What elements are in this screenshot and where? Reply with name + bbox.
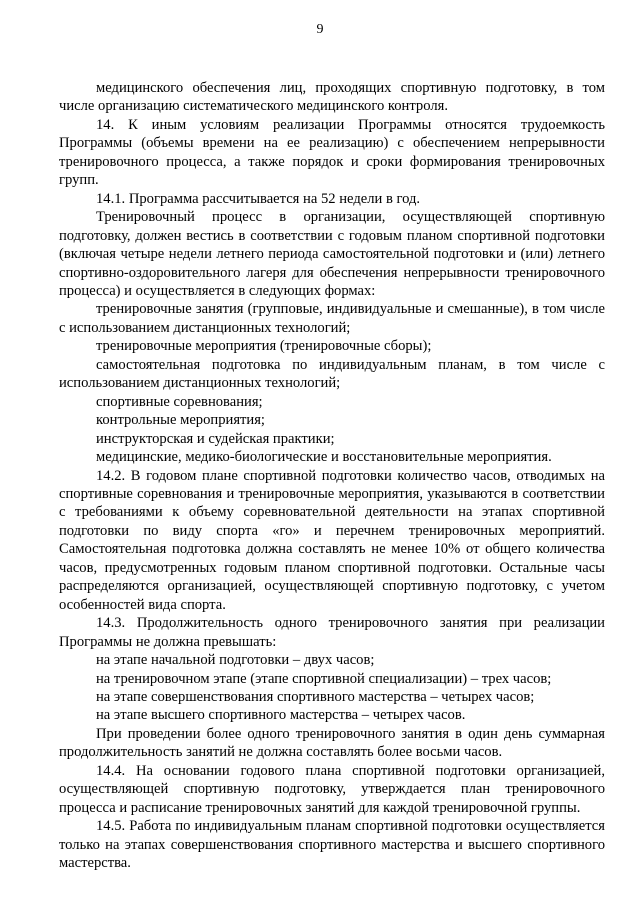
paragraph-14-5: 14.5. Работа по индивидуальным планам спортивной подготовки осуществляется только на этапах совершенствования спортивного мастерства и высшего спортивного мастерства. [59, 818, 605, 872]
paragraph-14-1: 14.1. Программа рассчитывается на 52 недели в год. [96, 190, 421, 207]
list-item-training-events: тренировочные мероприятия (тренировочные сборы); [96, 338, 432, 355]
paragraph-continuation: медицинского обеспечения лиц, проходящих спортивную подготовку, в том числе организацию систематического медицинского контроля. [59, 80, 605, 115]
paragraph-14: 14. К иным условиям реализации Программы относятся трудоемкость Программы (объемы времени на ее реализацию) с обеспечением непрерывности тренировочного процесса, а также порядок и сроки формирования тренировочных групп. [59, 116, 605, 189]
list-item-improvement-stage: на этапе совершенствования спортивного мастерства – четырех часов; [96, 688, 535, 705]
page-number: 9 [316, 22, 324, 37]
list-item-training-stage: на тренировочном этапе (этапе спортивной специализации) – трех часов; [96, 670, 552, 687]
paragraph-14-4: 14.4. На основании годового плана спортивной подготовки организацией, осуществляющей спортивную подготовку, утверждается план тренировочного процесса и расписание тренировочных занятий для каждой тренировочной группы. [59, 762, 605, 816]
list-item-initial-stage: на этапе начальной подготовки – двух часов; [96, 652, 375, 669]
list-item-control-events: контрольные мероприятия; [96, 412, 265, 429]
page-body [59, 79, 605, 872]
paragraph-14-2: 14.2. В годовом плане спортивной подготовки количество часов, отводимых на спортивные соревнования и тренировочные мероприятия, указываются в соответствии с требованиями к объему соревновательной деятельности на этапах спортивной подготовки по виду спорта «го» и перечнем тренировочных мероприятий. Самостоятельная подготовка должна составлять не менее 10% от общего количества часов, предусмотренных годовым планом спортивной подготовки. Остальные часы распределяются организацией, осуществляющей спортивную подготовку, с учетом особенностей вида спорта. [59, 467, 605, 613]
list-item-training-sessions: тренировочные занятия (групповые, индивидуальные и смешанные), в том числе с использованием дистанционных технологий; [59, 301, 605, 336]
paragraph-training-process: Тренировочный процесс в организации, осуществляющей спортивную подготовку, должен вестись в соответствии с годовым планом спортивной подготовки (включая четыре недели летнего периода самостоятельной подготовки и (или) летнего спортивно-оздоровительного лагеря для обеспечения непрерывности тренировочного процесса) и осуществляется в следующих формах: [59, 209, 605, 299]
list-item-self-training: самостоятельная подготовка по индивидуальным планам, в том числе с использованием дистанционных технологий; [59, 356, 605, 392]
list-item-practice: инструкторская и судейская практики; [96, 430, 335, 447]
list-item-competitions: спортивные соревнования; [96, 393, 263, 410]
list-item-medical: медицинские, медико-биологические и восстановительные мероприятия. [96, 449, 552, 466]
list-item-highest-stage: на этапе высшего спортивного мастерства – четырех часов. [96, 707, 466, 724]
paragraph-14-3: 14.3. Продолжительность одного тренировочного занятия при реализации Программы не должна превышать: [59, 615, 605, 650]
paragraph-daily-limit: При проведении более одного тренировочного занятия в один день суммарная продолжительность занятий не должна составлять более восьми часов. [59, 725, 605, 761]
